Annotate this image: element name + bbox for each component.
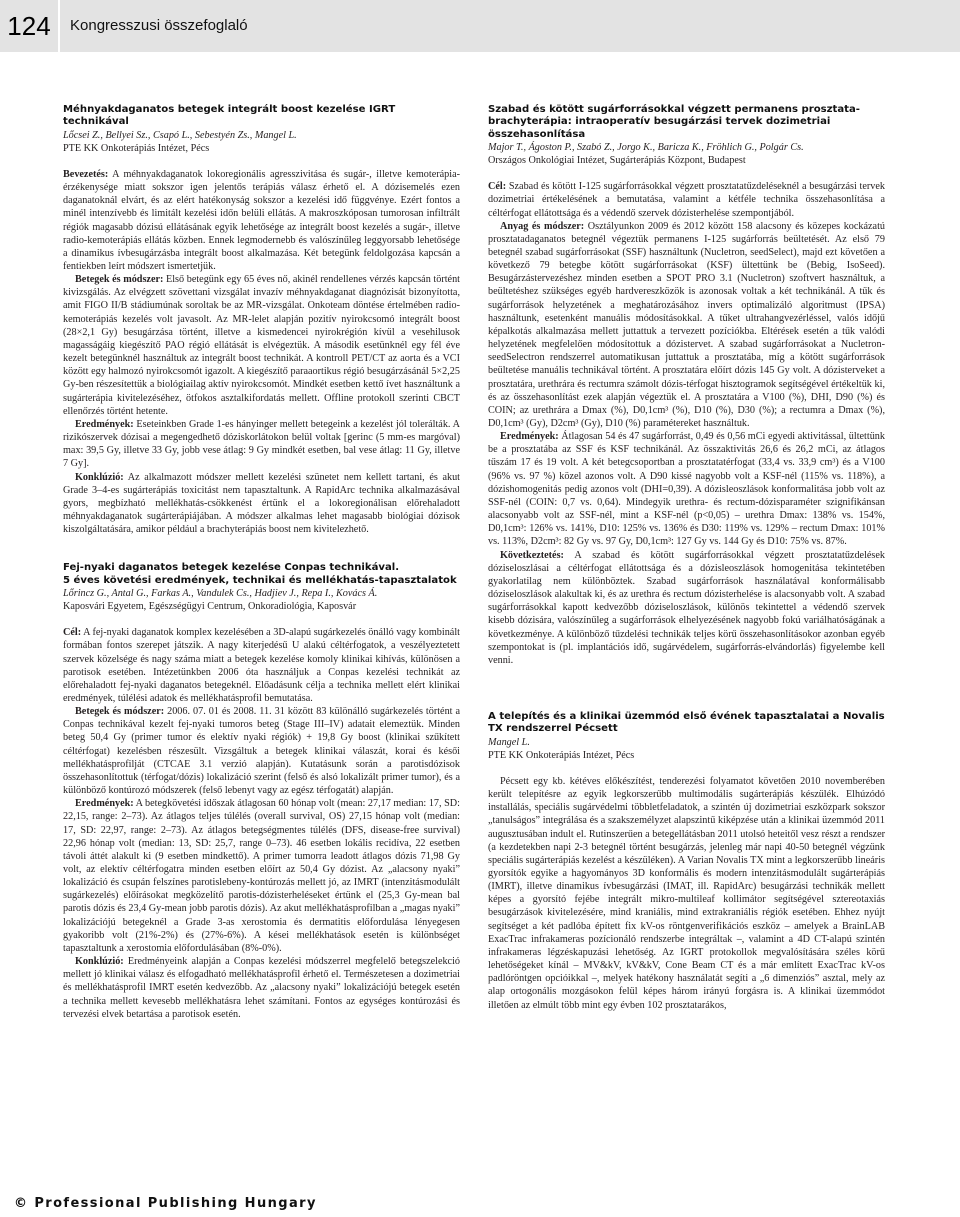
- abstract-article: [63, 562, 460, 1021]
- section-lead: Cél:: [63, 627, 82, 639]
- section-lead: Következtetés:: [500, 549, 564, 561]
- section-lead: Betegek és módszer:: [75, 706, 165, 718]
- paragraph-text: Osztályunkon 2009 és 2012 között 158 alacsony és közepes kockázatú prosztatadaganatos betegnél végeztük permanens I-125 sugárforrás beültetését. Az első 79 betegnél szabad sugárforrásokat (SSF) használtunk (Nucletron, seedSelect), majd ezt követően a következő 79 betegbe kötött sugárforrásokat (KSF) ültettünk be (Bebig, IsoSeed). Besugárzástervezéshez minden esetben a SPOT PRO 3.1 (Nucletron) szoftvert használtuk, a beültetéshez szükséges egyéb hardvereszközök is azonosak voltak a két technikánál. A tűk és sugárforrások helyzetének a meghatározásához invers optimalizáló algoritmust (IPSA) használtunk, esetenként manuális módosításokkal. A tűket ultrahangvezérléssel, valós időjű képalkotás alkalmazása mellett juttattuk a tervezett pozíciókba. Eltérések esetén a tűk valódi helyzetének megfelelően módosítottuk a dózistervet. A szabad sugárforrásokat a Nucletron-seedSelectron rendszerrel automatikusan juttattuk a prosztatába, míg a kötött sugárforrások beültetése manuális technikával történt. A prosztatára előírt dózis 145 Gy volt. A dózisterveket a prosztatára, urethrára és rectumra számolt dózis-térfogat hisztogramok segítségével értékeltük ki, és az összehasonlítást ezek alapján végeztük el. A prosztatára a V100 (%), DHI, D90 (%) és COIN; az urethrára a Dmax (%), D0,1cm³ (%), D10 (%), D30 (%); a rectumra a Dmax (%), D0,1cm³ (Gy), D2cm³ (Gy), D10 (%) paramétereket használtuk.: [488, 220, 885, 430]
- abstract-title: Méhnyakdaganatos betegek integrált boost kezelése IGRT technikával: [63, 104, 396, 128]
- abstract-article: [488, 104, 885, 667]
- paragraph-text: Pécsett egy kb. kétéves előkészítést, tenderezési folyamatot követően 2010 novemberében került telepítésre az egyik legkorszerűbb multimodális sugárterápiás készülék. Elhúzódó installálás, speciális sugárvédelmi többletfeladatok, a szintén új dozimetriai eszközpark sokszor „tanulságos” integrálása és a szakszemélyzet alapszintű kiképzése után a klinikai üzemmód 2011 augusztusában indult el. Rutinszerűen a betegellátásban 2011 utolsó heteitől vesz részt a rendszer (a kezdetekben napi 2-3 betegnél történt besugárzás, jelenleg már napi 40-50 betegnél végzünk speciális sugárterápiás kezelést a készüléken). A Varian Novalis TX mint a legkorszerűbb lineáris gyorsítók egyike a hagyományos 3D konformális és modern intenzitásmodulált sugárterápiás (IMRT), illetve dinamikus ívbesugárzási (IMAT, ill. RapidArc) besugárzási technikák mellett képes a gyorsító fejébe integrált mikro-multileaf kollimátor segítségével sztereotaxiás besugárzások kivitelezésére, mind kraniális, mind extrakraniális régiók esetében. Ehhez nyújt segítséget a két padlóba épített fix kV-os röntgenverifikációs eszköz – amelyek a BrainLAB ExacTrac infrakameras pozícionáló rendszerbe integráltak –, valamint a 4D CT-alapú szintén infrakameras légzéskapuzási lehetőség. Az IGRT protokollok megvalósítására széles körű lehetőségeket kínál – MV&kV, kV&kV, Cone Beam CT és a már említett ExacTrac kV-os padlóröntgen opcióikkal –, melyek hatékony használatát segíti a „6 dimenziós” asztal, mely az alap ortogonális mozgásokon felül képes három irányú forgásra is. A klinikai üzemmódot illetően az elmúlt több mint egy évben 102 prosztatarákos,: [488, 775, 885, 1011]
- abstract-paragraph: [488, 180, 885, 219]
- paragraph-text: Eredményeink alapján a Conpas kezelési módszerrel megfelelő betegszelekció mellett jó klinikai válasz és elfogadható mellékhatásprofil érhető el. Természetesen a dozimetriai és mellékhatásprofil IMRT esetén kedvezőbb. Az „alacsony nyaki” lokalizációjú betegek esetén a technika mellett kevesebb mellékhatásra lehet számítani. Fontos az egységes kontúrozási és tervezési elvek betartása a parotisok esetén.: [63, 956, 460, 1020]
- abstract-authors: Major T., Ágoston P., Szabó Z., Jorgo K., Baricza K., Fröhlich G., Polgár Cs.: [488, 141, 804, 153]
- paragraph-text: A szabad és kötött sugárforrásokkal végzett prosztatatűzdelések dóziseloszlásai a céltérfogat ellátottsága és a dózisleoszlások homogenitása tekintetében gyakorlatilag nem különböztek. Szabad sugárforrások használatával konformálisabb dóziseloszlások alakultak ki, és az urethra és rectum dózisterhelése is alacsonyabb volt. A szabad sugárforrásokkal kapott kedvezőbb dóziseloszlások, különös tekintettel a védendő szervek kisebb dózisára, valószínűleg a sugárforrások elhelyezésének nagyobb fokú variálhatóságának a következménye. A különböző tűzdelési technikák teljes körű összehasonlításokor azonban egyéb szempontokat is (pl. implantációs idő, sugárvédelem, sugárforrás-elvándorlás) figyelembe kell venni.: [488, 549, 885, 666]
- paragraph-text: 2006. 07. 01 és 2008. 11. 31 között 83 különálló sugárkezelés történt a Conpas technikával kezelt fej-nyaki tumoros beteg (Stage III–IV) adatait elemeztük. Minden beteg 50,4 Gy (primer tumor és elektív nyaki régiók) + 19,8 Gy boost (klinikai szűkített céltérfogat) kezelésben részesült. Vizsgáltuk a betegek klinikai válaszát, korai és késői mellékhatásprofilját (CTCAE 3.1 verzió alapján). Kutatásunk során a parotisdózisok összehasonlítottuk (térfogat/dózis) lokalizáció szerint (felső és alsó lokalizált primer tumor), és a különböző kontúrozó módszerek (felső lebenyt vagy az egész térfogatát) alapján.: [63, 706, 460, 797]
- page-number: 124: [7, 10, 51, 41]
- section-lead: Anyag és módszer:: [500, 220, 585, 232]
- abstract-paragraph: [488, 220, 885, 431]
- abstract-paragraph: [63, 471, 460, 537]
- header-divider: [58, 0, 60, 52]
- section-lead: Konklúzió:: [75, 471, 124, 483]
- abstract-affiliation: PTE KK Onkoterápiás Intézet, Pécs: [488, 749, 635, 761]
- abstract-affiliation: PTE KK Onkoterápiás Intézet, Pécs: [63, 142, 210, 154]
- abstract-affiliation: Kaposvári Egyetem, Egészségügyi Centrum, Onkoradiológia, Kaposvár: [63, 601, 357, 613]
- paragraph-text: Az alkalmazott módszer mellett kezelési szünetet nem kellett tartani, és akut Grade 3–4-es sugárterápiás toxicitást nem tapasztaltunk. A RapidArc technika alkalmazásával gyors, megbízható mellékhatás-csökkenést értünk el a lokoregionálisan előrehaladott méhnyakdaganatok sugárterápiájában. A módszer alkalmas lehet magasabb biológiai dózisok kiszolgáltatására, amikor például a brachyterápiás boost nem kivitelezhető.: [63, 471, 460, 536]
- abstract-paragraph: [63, 797, 460, 955]
- abstract-paragraph: [488, 430, 885, 548]
- paragraph-text: Átlagosan 54 és 47 sugárforrást, 0,49 és 0,56 mCi egyedi aktivitással, ültettünk be a prosztatába az SSF és KSF technikánál. Az összaktivitás 26,6 és 26,2 mCi, az átlagos tűszám 17 és 19 volt. A két betegcsoportban a prosztatatérfogat (33,4 vs. 33,9 cm³) és a V100 (96% vs. 97 %) közel azonos volt. A D90 kissé nagyobb volt a KSF-nél (115% vs. 118%), a dózishomogenitás pedig azonos volt (DHI=0,39). A dózisleoszlások konformalitása jobb volt az SSF-nél (COIN: 0,7 vs. 0,64). Mindegyik urethra- és rectum-dózisparaméter szignifikánsan alacsonyabb volt az SSF-nél, mint a KSF-nél (p<0,05) – urethra Dmax: 138% vs. 154%, D0,1cm³: 126% vs. 141%, D10: 125% vs. 136% és D30: 119% vs. 129% – rectum Dmax: 101% vs. 113%, D2cm³: 82 Gy vs. 97 Gy, D0,1cm³: 127 Gy vs. 144 Gy és D10: 75% vs. 87%.: [488, 431, 885, 548]
- section-lead: Bevezetés:: [63, 168, 109, 180]
- abstract-affiliation: Országos Onkológiai Intézet, Sugárterápiás Központ, Budapest: [488, 155, 746, 167]
- paragraph-text: Első betegünk egy 65 éves nő, akinél rendellenes vérzés kapcsán történt kivizsgálás. Az elvégzett szövettani vizsgálat invazív méhnyakdaganat diagnózisát bizonyította, amit FIGO II/B stádiumúnak soroltak be az MR-vizsgálat. Onkoteam döntése értelmében radio-kemoterápiás kezelés volt javasolt. Az MR-lelet alapján pozitív nyirokcsomó integrált boost (28×2,1 Gy) besugárzása történt, illetve a kismedencei nyirokrégión kívül a vesehilusok magasságáig kiegészítő PAO régió ellátását is elvégeztük. A második esetünknél egy fél éve kezelt betegünknél használtuk az integrált boost technikát. A kontroll PET/CT az aorta és a VCI között egy halmozó nyirokcsomót igazolt. A kiegészítő paraaortikus régió besugárzásánál 5×2,25 Gy-ben részesítettük a biológiailag aktív nyirokcsomót. Mindkét esetben kettő ívet használtunk a sugárterápia kivitelezéséhez, ötfokos asztalkifordatás mellett. Offline protokoll szerinti CBCT ellenőrzés történt hetente.: [63, 274, 460, 417]
- abstract-title: Fej-nyaki daganatos betegek kezelése Conpas technikával. 5 éves követési eredmények, technikai és mellékhatás-tapasztalatok: [63, 562, 457, 586]
- abstract-paragraph: [63, 273, 460, 418]
- section-lead: Eredmények:: [75, 418, 134, 430]
- running-title: Kongresszusi összefoglaló: [70, 17, 248, 34]
- abstract-authors: Lőrincz G., Antal G., Farkas A., Vandulek Cs., Hadjiev J., Repa I., Kovács Á.: [63, 587, 378, 599]
- paragraph-text: Eseteinkben Grade 1-es hányinger mellett betegeink a kezelést jól tolerálták. A rizikószervek dózisai a megengedhető dóziskorlátokon belül voltak [gerinc (5 mm-es margóval) max: 39,5 Gy, illetve 33 Gy, jobb vese átlag: 9 Gy mindkét esetben, bal vese átlag: 11 Gy, illetve 7 Gy].: [63, 418, 460, 470]
- abstract-title: Szabad és kötött sugárforrásokkal végzett permanens prosztata-brachyterápia: intraoperatív besugárzási tervek dozimetriai összehasonlítása: [488, 104, 860, 140]
- right-column: [488, 104, 885, 1012]
- paragraph-text: A méhnyakdaganatok lokoregionális agresszivitása és sugár-, illetve kemoterápia-érzékenysége miatt sokszor igen jelentős terápiás válasz érhető el. A dózisemelés ezen daganatoknál elvárt, és az elért hatékonyság sokszor a kezelési idő függvénye. Ezért fontos a minél intenzívebb és limitált kezelési időn belüli ellátás. A makroszkóposan tumorosan infiltrált régiók magasabb dózisú ellátásának egyik lehetősége az integrált boost kezelés a sugár-, illetve radio-kemoterápiás ellátás közben. Ennek legmodernebb és valószínűleg leggyorsabb lehetősége a dinamikus ívbesugárzásba integrált boost alkalmazása. Két betegünk feldolgozása kapcsán a fentiekben leírt módszert ismertetjük.: [63, 168, 460, 272]
- section-lead: Betegek és módszer:: [75, 274, 164, 286]
- abstract-article: [63, 104, 460, 536]
- copyright-footer: © Professional Publishing Hungary: [14, 1196, 317, 1211]
- section-lead: Eredmények:: [75, 798, 134, 810]
- paragraph-text: A betegkövetési időszak átlagosan 60 hónap volt (mean: 27,17 median: 17, SD: 22,15, range: 2–73). Az átlagos teljes túlélés (overall survival, OS) 27,15 hónap volt (median: 17, SD: 22,97, range: 2–73). Az átlagos betegségmentes túlélés (DFS, disease-free survival) 22,96 hónap volt (median: 13, SD: 25,7, range 0–73). 46 esetben lokális recidíva, 22 esetben távoli áttét alakult ki (9 esetben mindkettő). A primer tumorra leadott átlagos dózis 71,98 Gy volt, az elektív céltérfogatra minden esetben előírt az 50,4 Gy dózist. Az „alacsony nyaki” lokalizáció és csupán felszínes parotislebeny-kontúrozás mellett jó, az IMRT (intenzitásmodulált sugárkezelés) előírásokat megközelítő parotis-dózisterheléseket értünk el (25,3 Gy-mean bal parotis dózis és 23,4 Gy-mean jobb parotis dózis). Az akut mellékhatásprofilban a „magas nyaki” lokalizációjú betegeknél a Grade 3-as xerostomia és dermatitis előfordulása lényegesen gyakoribb volt (21%-2%) és (27%-6%). A kései mellékhatások esetén is különbséget tapasztaltunk a xerostomia előfordulásában (8%-0%).: [63, 798, 460, 954]
- abstract-authors: Lőcsei Z., Bellyei Sz., Csapó L., Sebestyén Zs., Mangel L.: [63, 129, 297, 141]
- abstract-paragraph: [63, 168, 460, 273]
- abstract-paragraph: [63, 705, 460, 797]
- abstract-paragraph: [63, 626, 460, 705]
- abstract-paragraph: [63, 418, 460, 471]
- abstract-authors: Mangel L.: [488, 736, 530, 748]
- abstract-article: [488, 711, 885, 1012]
- abstract-paragraph: [63, 955, 460, 1021]
- abstract-paragraph: [488, 549, 885, 667]
- paragraph-text: Szabad és kötött I-125 sugárforrásokkal végzett prosztatatűzdeléseknél a besugárzási tervek dozimetriai értékelésének a bemutatása, valamint a kétféle technika összehasonlítása a céltérfogat ellátottsága és a védendő szervek dózisterhelése szempontjából.: [488, 181, 885, 219]
- section-lead: Eredmények:: [500, 431, 559, 443]
- abstract-paragraph: [488, 775, 885, 1012]
- left-column: [63, 104, 460, 1021]
- paragraph-text: A fej-nyaki daganatok komplex kezelésében a 3D-alapú sugárkezelés önálló vagy kombinált formában fontos szerepet játszik. A nagy kiterjedésű U alakú céltérfogatok, a veszélyeztetett szervek közelsége és nagy száma miatt a betegek kezelése komoly klinikai kihívás, különösen a parotisok esetében. Intézetünkben 2006 óta használjuk a Conpas kezelési technikát az előrehaladott fej-nyaki daganatos betegeknél. Előadásunk célja a technika mellett elért klinikai eredmények, túlélési adatok és mellékhatásprofil bemutatása.: [63, 627, 460, 704]
- section-lead: Konklúzió:: [75, 956, 124, 968]
- page-header: [0, 0, 960, 52]
- section-lead: Cél:: [488, 181, 507, 193]
- abstract-title: A telepítés és a klinikai üzemmód első évének tapasztalatai a Novalis TX rendszerrel Pécsett: [488, 710, 885, 735]
